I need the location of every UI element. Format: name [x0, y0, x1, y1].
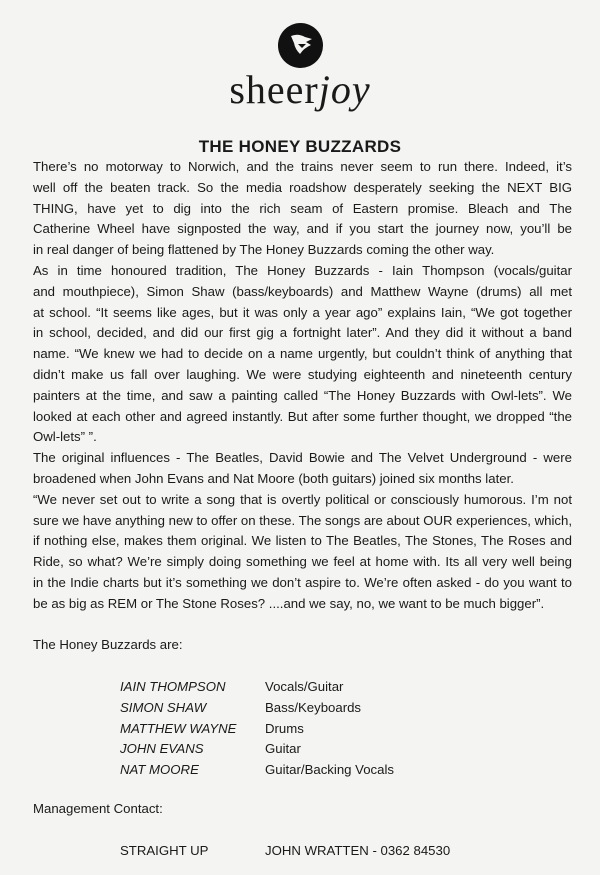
- text-line: in the Indie charts but it’s something we don’t aspire to. We’re often asked - do you want to: [33, 574, 572, 590]
- member-name: SIMON SHAW: [120, 699, 207, 715]
- member-role: Drums: [265, 720, 304, 736]
- text-line: As in time honoured tradition, The Honey Buzzards - Iain Thompson (vocals/guitar: [33, 262, 572, 278]
- text-line: at school. “It seems like ages, but it was only a year ago” explains Iain, “We got together: [33, 304, 572, 320]
- text-line: Ride, so what? We’re simply doing something we feel at home with. Its all very well being: [33, 554, 572, 570]
- text-line: Catherine Wheel have signposted the way, and if you start the journey now, you’ll be: [33, 221, 572, 237]
- member-name: MATTHEW WAYNE: [120, 720, 237, 736]
- paragraph: [33, 261, 572, 448]
- member-role: Vocals/Guitar: [265, 679, 344, 694]
- text-line: didn’t make us fall over laughing. We were studying eighteenth and nineteenth century: [33, 366, 572, 382]
- text-line: painters at the time, and saw a painting called “The Honey Buzzards with Owl-lets”. We: [33, 387, 572, 403]
- member-name: JOHN EVANS: [120, 741, 204, 757]
- management-contact: JOHN WRATTEN - 0362 84530: [265, 843, 451, 858]
- article-body: [33, 157, 572, 615]
- management-heading: Management Contact:: [33, 801, 163, 816]
- member-name: IAIN THOMPSON: [120, 679, 226, 694]
- text-line: well off the beaten track. So the media roadshow desperately seeking the NEXT BIG: [33, 179, 572, 195]
- paragraph: [33, 448, 572, 490]
- text-line: and mouthpiece), Simon Shaw (bass/keyboards) and Matthew Wayne (drums) all met: [33, 283, 572, 299]
- text-line: There’s no motorway to Norwich, and the trains never seem to run there. Indeed, it’s: [33, 159, 572, 174]
- member-role: Bass/Keyboards: [265, 699, 362, 715]
- text-line: The original influences - The Beatles, David Bowie and The Velvet Underground - were: [33, 450, 572, 466]
- member-role: Guitar: [265, 741, 301, 757]
- brand-name-regular: sheer: [229, 67, 319, 112]
- text-line: name. “We knew we had to decide on a name urgently, but couldn’t think of anything that: [33, 346, 572, 362]
- paragraph: [33, 490, 572, 615]
- brand-wordmark: [0, 66, 600, 113]
- text-line: if nothing else, makes them original. We listen to The Beatles, The Stones, The Roses and: [33, 533, 572, 549]
- brand-name-italic: joy: [318, 67, 371, 112]
- text-line: be as big as REM or The Stone Roses? ....and we say, no, we want to be much bigger”.: [33, 595, 545, 611]
- management-company: STRAIGHT UP: [120, 843, 209, 858]
- sheerjoy-logo-icon: [278, 23, 323, 68]
- text-line: Owl-lets” ”.: [33, 429, 97, 445]
- text-line: in school, decided, and did our first gig a fortnight later”. And they did it without a band: [33, 325, 572, 341]
- member-name: NAT MOORE: [120, 762, 199, 778]
- text-line: THING, have yet to dig into the rich seam of Eastern promise. Bleach and The: [33, 200, 572, 216]
- members-heading: The Honey Buzzards are:: [33, 637, 183, 652]
- text-line: sure we have anything new to offer on these. The songs are about OUR experiences, which,: [33, 512, 572, 528]
- text-line: broadened when John Evans and Nat Moore (both guitars) joined six months later.: [33, 470, 514, 486]
- article-title: THE HONEY BUZZARDS: [198, 137, 402, 156]
- member-role: Guitar/Backing Vocals: [265, 762, 395, 778]
- text-line: in real danger of being flattened by The Honey Buzzards coming the other way.: [33, 242, 495, 258]
- paragraph: [33, 157, 572, 261]
- text-line: “We never set out to write a song that is overtly political or consciously humorous. I’m not: [33, 491, 572, 507]
- text-line: looked at each other and agreed instantly. But after some further thought, we dropped “the: [33, 408, 572, 424]
